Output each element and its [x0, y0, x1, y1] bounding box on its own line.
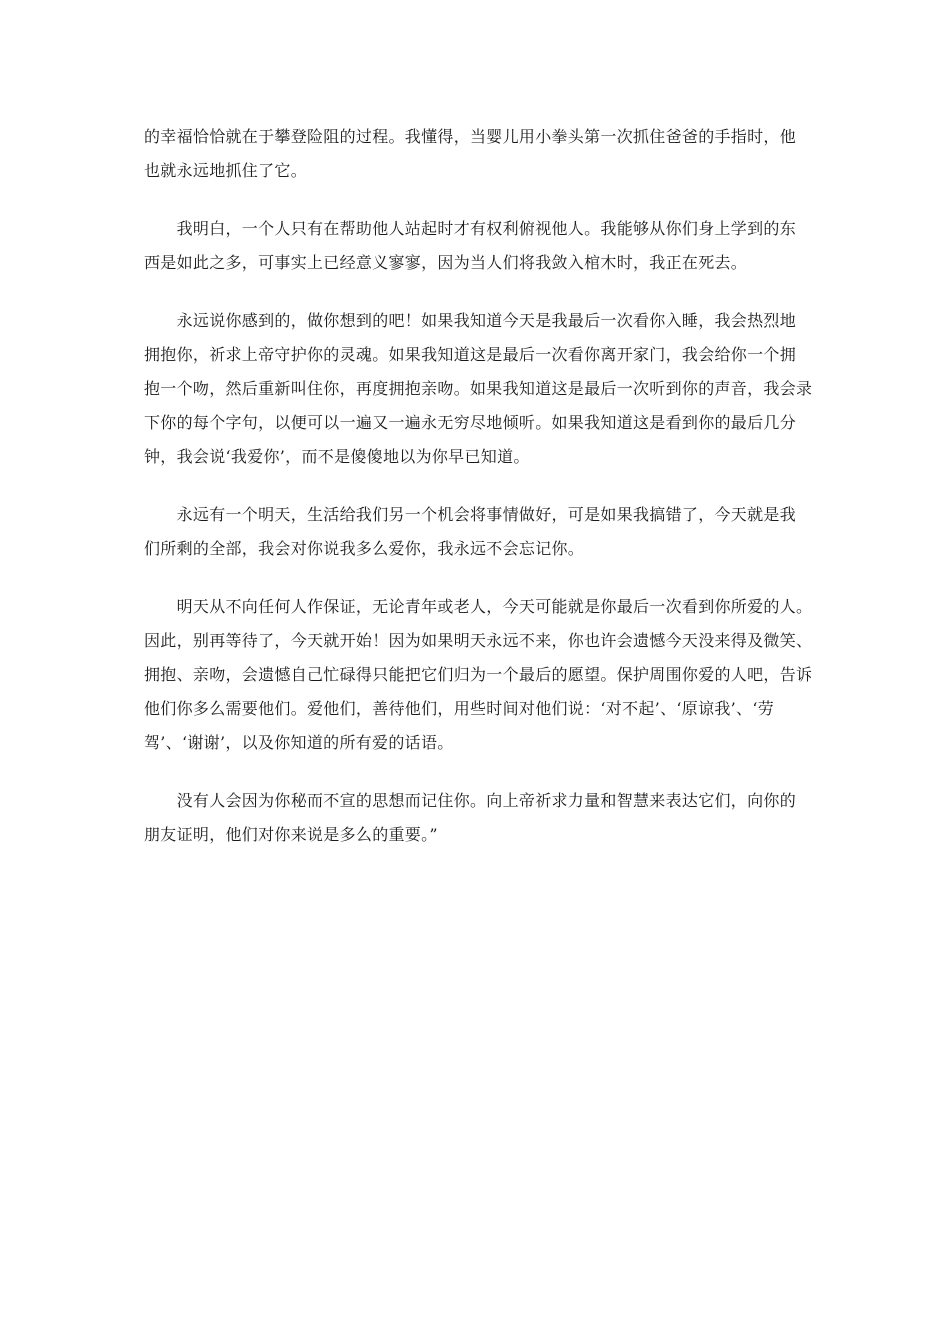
text-line: 的幸福恰恰就在于攀登险阻的过程。我懂得，当婴儿用小拳头第一次抓住爸爸的手指时，他	[144, 127, 797, 146]
paragraph-6	[144, 784, 804, 852]
paragraph-5	[144, 590, 813, 760]
text-line: 他们你多么需要他们。爱他们，善待他们，用些时间对他们说：‘对不起’、‘原谅我’、‘劳	[144, 699, 775, 718]
body-text	[144, 120, 813, 876]
text-line: 因此，别再等待了，今天就开始！因为如果明天永远不来，你也许会遗憾今天没来得及微笑、	[144, 631, 813, 650]
paragraph-2	[144, 212, 804, 280]
paragraph-3	[144, 304, 813, 474]
text-line: 们所剩的全部，我会对你说我多么爱你，我永远不会忘记你。	[144, 539, 585, 558]
text-line: 西是如此之多，可事实上已经意义寥寥，因为当人们将我敛入棺木时，我正在死去。	[144, 253, 748, 272]
text-line: 钟，我会说‘我爱你’，而不是傻傻地以为你早已知道。	[144, 447, 530, 466]
text-line: 驾’、‘谢谢’，以及你知道的所有爱的话语。	[144, 733, 454, 752]
text-line: 朋友证明，他们对你来说是多么的重要。”	[144, 825, 438, 844]
text-line: 拥抱你，祈求上帝守护你的灵魂。如果我知道这是最后一次看你离开家门，我会给你一个拥	[144, 345, 797, 364]
text-line: 我明白，一个人只有在帮助他人站起时才有权利俯视他人。我能够从你们身上学到的东	[144, 219, 797, 238]
text-line: 抱一个吻，然后重新叫住你，再度拥抱亲吻。如果我知道这是最后一次听到你的声音，我会录	[144, 379, 813, 398]
text-line: 永远说你感到的，做你想到的吧！如果我知道今天是我最后一次看你入睡，我会热烈地	[144, 311, 797, 330]
text-line: 没有人会因为你秘而不宣的思想而记住你。向上帝祈求力量和智慧来表达它们，向你的	[144, 791, 797, 810]
paragraph-1	[144, 120, 804, 188]
paragraph-4	[144, 498, 804, 566]
text-line: 明天从不向任何人作保证，无论青年或老人，今天可能就是你最后一次看到你所爱的人。	[144, 597, 813, 616]
text-line: 下你的每个字句，以便可以一遍又一遍永无穷尽地倾听。如果我知道这是看到你的最后几分	[144, 413, 797, 432]
text-line: 也就永远地抓住了它。	[144, 161, 308, 180]
text-line: 拥抱、亲吻，会遗憾自己忙碌得只能把它们归为一个最后的愿望。保护周围你爱的人吧，告诉	[144, 665, 813, 684]
text-line: 永远有一个明天，生活给我们另一个机会将事情做好，可是如果我搞错了，今天就是我	[144, 505, 797, 524]
